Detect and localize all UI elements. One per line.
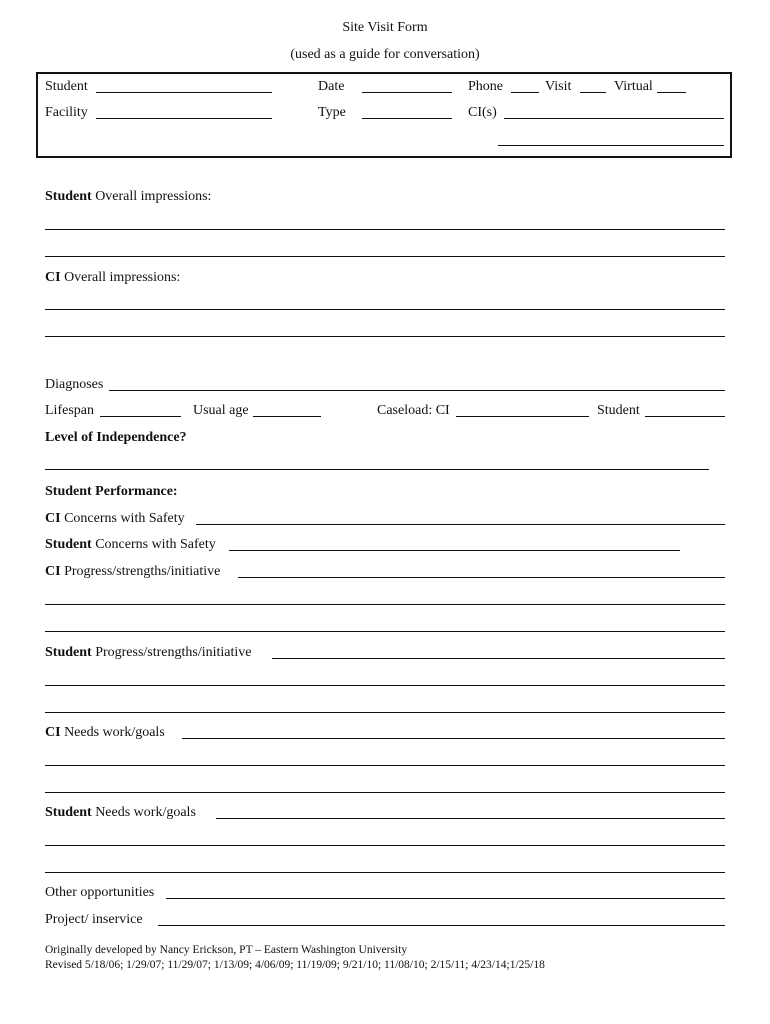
ci-needs-work-field[interactable] <box>182 738 725 739</box>
student-impressions-label: Student Overall impressions: <box>45 189 212 204</box>
ci-needs-work-line-3[interactable] <box>45 792 725 793</box>
student-progress-label: Student Progress/strengths/initiative <box>45 645 252 660</box>
date-label: Date <box>318 79 345 94</box>
virtual-label: Virtual <box>614 79 653 94</box>
student-impressions-line-2[interactable] <box>45 256 725 257</box>
student-progress-line-2[interactable] <box>45 685 725 686</box>
ci-needs-work-line-2[interactable] <box>45 765 725 766</box>
type-field[interactable] <box>362 118 452 119</box>
caseload-student-field[interactable] <box>645 416 725 417</box>
visit-label: Visit <box>545 79 572 94</box>
student-progress-line-3[interactable] <box>45 712 725 713</box>
lifespan-field[interactable] <box>100 416 181 417</box>
level-independence-field[interactable] <box>45 469 709 470</box>
footer-revisions: Revised 5/18/06; 1/29/07; 11/29/07; 1/13/09; 4/06/09; 11/19/09; 9/21/10; 11/08/10; 2/15/11; 4/23/14;1/25/18 <box>45 959 545 971</box>
caseload-ci-label: Caseload: CI <box>377 403 450 418</box>
diagnoses-field[interactable] <box>109 390 725 391</box>
virtual-checkbox-field[interactable] <box>657 92 686 93</box>
phone-label: Phone <box>468 79 503 94</box>
level-independence-label: Level of Independence? <box>45 430 187 445</box>
ci-safety-field[interactable] <box>196 524 725 525</box>
visit-checkbox-field[interactable] <box>580 92 606 93</box>
ci-progress-field[interactable] <box>238 577 725 578</box>
project-inservice-label: Project/ inservice <box>45 912 143 927</box>
student-performance-heading: Student Performance: <box>45 484 178 499</box>
form-title: Site Visit Form <box>342 20 428 35</box>
student-needs-work-field[interactable] <box>216 818 725 819</box>
footer-credit: Originally developed by Nancy Erickson, PT – Eastern Washington University <box>45 944 408 956</box>
ci-progress-line-3[interactable] <box>45 631 725 632</box>
ci-safety-label: CI Concerns with Safety <box>45 511 185 526</box>
usual-age-field[interactable] <box>253 416 321 417</box>
facility-field[interactable] <box>96 118 272 119</box>
other-opportunities-field[interactable] <box>166 898 725 899</box>
ci-impressions-line-2[interactable] <box>45 336 725 337</box>
ci-progress-label: CI Progress/strengths/initiative <box>45 564 221 579</box>
cis-label: CI(s) <box>468 105 497 120</box>
caseload-student-label: Student <box>597 403 640 418</box>
ci-impressions-line-1[interactable] <box>45 309 725 310</box>
student-safety-field[interactable] <box>229 550 680 551</box>
other-opportunities-label: Other opportunities <box>45 885 155 900</box>
student-impressions-line-1[interactable] <box>45 229 725 230</box>
cis-field-line-2[interactable] <box>498 145 724 146</box>
project-inservice-field[interactable] <box>158 925 725 926</box>
phone-checkbox-field[interactable] <box>511 92 539 93</box>
form-subtitle: (used as a guide for conversation) <box>290 47 480 62</box>
lifespan-label: Lifespan <box>45 403 94 418</box>
usual-age-label: Usual age <box>193 403 249 418</box>
cis-field[interactable] <box>504 118 724 119</box>
student-progress-field[interactable] <box>272 658 725 659</box>
student-name-field[interactable] <box>96 92 272 93</box>
caseload-ci-field[interactable] <box>456 416 589 417</box>
student-needs-work-line-3[interactable] <box>45 872 725 873</box>
ci-progress-line-2[interactable] <box>45 604 725 605</box>
student-safety-label: Student Concerns with Safety <box>45 537 216 552</box>
facility-label: Facility <box>45 105 88 120</box>
ci-needs-work-label: CI Needs work/goals <box>45 725 165 740</box>
student-needs-work-label: Student Needs work/goals <box>45 805 196 820</box>
student-needs-work-line-2[interactable] <box>45 845 725 846</box>
diagnoses-label: Diagnoses <box>45 377 104 392</box>
date-field[interactable] <box>362 92 452 93</box>
ci-impressions-label: CI Overall impressions: <box>45 270 181 285</box>
student-label: Student <box>45 79 88 94</box>
type-label: Type <box>318 105 346 120</box>
